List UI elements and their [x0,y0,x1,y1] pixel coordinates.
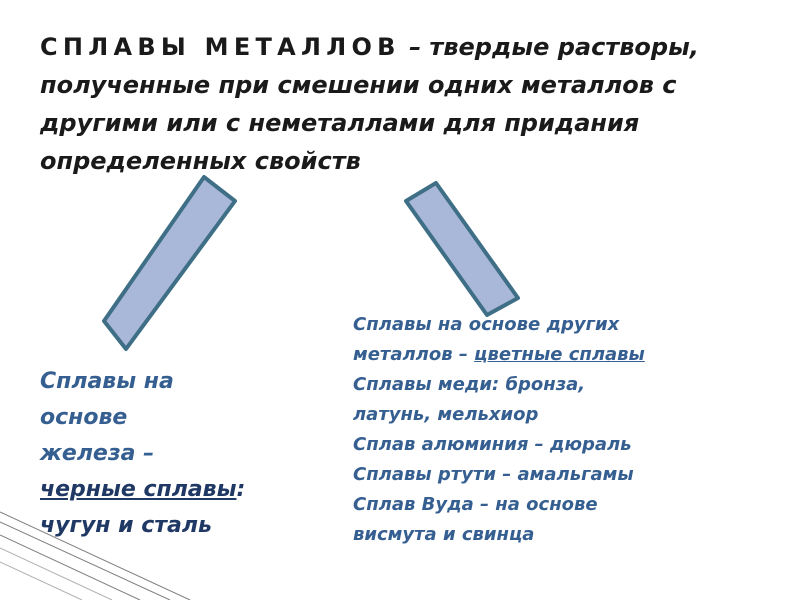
right-line-8: висмута и свинца [353,524,535,545]
ferrous-alloys-text [40,364,310,544]
left-line-3: железа – [40,441,155,466]
ferrous-alloys-term: черные сплавы [40,477,237,502]
right-line-7: Сплав Вуда – на основе [353,494,598,515]
nonferrous-alloys-term: цветные сплавы [474,344,645,365]
right-line-5: Сплав алюминия – дюраль [353,434,632,455]
left-line-2: основе [40,405,128,430]
nonferrous-alloys-text [353,310,773,550]
right-line-1: Сплавы на основе других [353,314,620,335]
title-caps: СПЛАВЫ МЕТАЛЛОВ [40,33,401,61]
right-line-4: латунь, мельхиор [353,404,539,425]
right-line-3: Сплавы меди: бронза, [353,374,586,395]
title-rest: – твердые растворы, полученные при смешении одних металлов с другими или с неметаллами для придания определенных свойств [40,33,699,175]
left-line-1: Сплавы на [40,369,174,394]
left-line-4-tail: : [236,477,246,502]
left-line-5: чугун и сталь [40,513,212,538]
right-line-6: Сплавы ртути – амальгамы [353,464,634,485]
right-line-2-pre: металлов – [353,344,475,365]
